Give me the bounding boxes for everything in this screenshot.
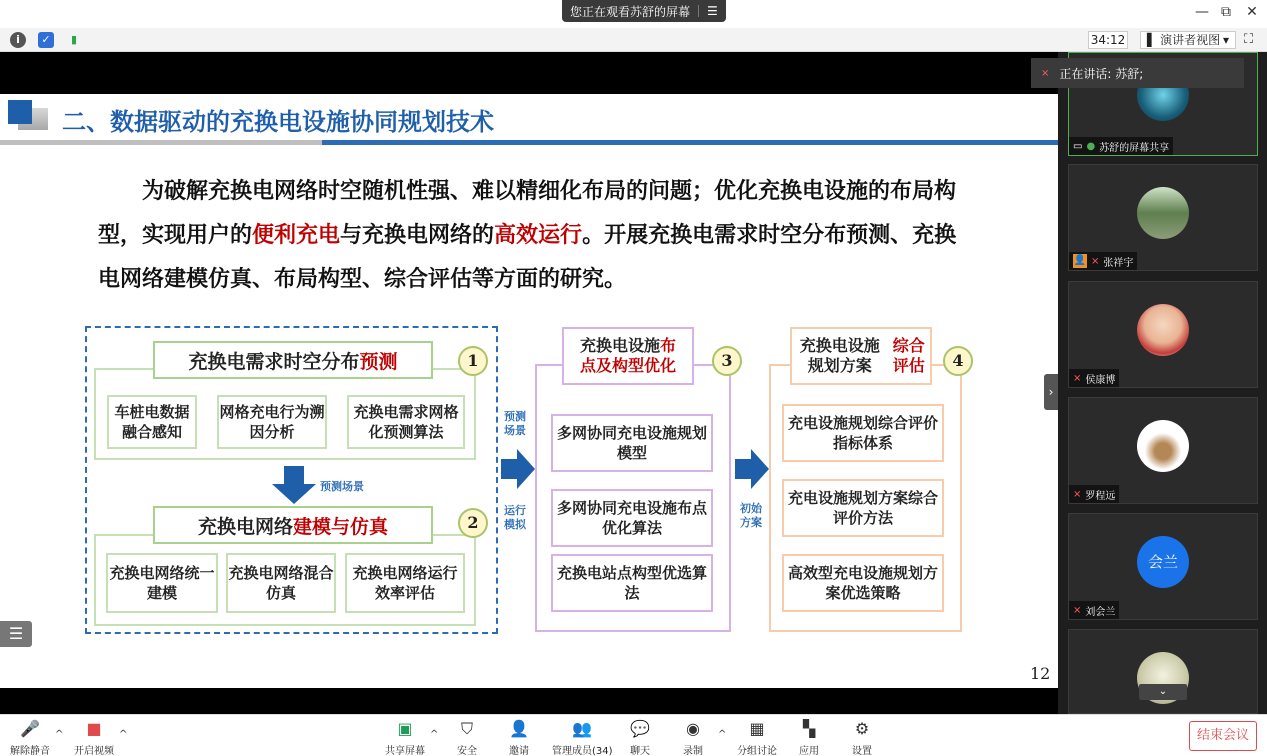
- chat-button[interactable]: [630, 719, 650, 756]
- toolbar-label: 管理成员(34): [552, 746, 613, 756]
- speaking-text: 正在讲话: 苏舒;: [1059, 66, 1144, 81]
- page-number: 12: [1030, 664, 1051, 683]
- avatar: [1137, 420, 1189, 472]
- heading-text: 充换电需求时空分布: [188, 350, 360, 373]
- tile-label: [1069, 485, 1119, 503]
- step-number-badge: 1: [458, 346, 488, 376]
- mic-muted-icon: ⨯: [1091, 255, 1100, 267]
- toolbar-label: 设置: [852, 746, 872, 756]
- chevron-up-icon[interactable]: ^: [718, 729, 727, 740]
- chevron-up-icon[interactable]: ^: [119, 729, 128, 740]
- chevron-down-icon[interactable]: ⌄: [1139, 684, 1187, 700]
- heading-text: 充换电网络: [197, 515, 293, 538]
- participant-tile[interactable]: [1068, 397, 1258, 504]
- avatar: [1137, 304, 1189, 356]
- info-icon[interactable]: i: [10, 32, 26, 48]
- shield-icon[interactable]: ✓: [38, 32, 54, 48]
- settings-button[interactable]: [852, 719, 872, 756]
- para-highlight: 便利充电: [252, 223, 341, 248]
- start-video-button[interactable]: [74, 719, 114, 756]
- block1-item: 网格充电行为溯因分析: [217, 395, 327, 449]
- block4-item: 充电设施规划综合评价指标体系: [782, 404, 944, 462]
- toolbar-label: 安全: [457, 746, 477, 756]
- heading-text: 充换电设施: [579, 336, 660, 355]
- tile-label: [1069, 369, 1119, 387]
- block4-item: 高效型充电设施规划方案优选策略: [782, 554, 944, 612]
- menu-lines-icon[interactable]: ☰: [707, 4, 718, 18]
- link-label: 运行模拟: [504, 504, 526, 531]
- breakout-button[interactable]: [737, 719, 777, 756]
- add-user-icon: 👤: [509, 719, 529, 738]
- tile-label: [1069, 252, 1137, 270]
- toolbar-label: 聊天: [630, 746, 650, 756]
- participants-button[interactable]: [552, 719, 613, 756]
- participant-name: 苏舒的屏幕共享: [1099, 142, 1170, 154]
- chevron-up-icon[interactable]: ^: [430, 729, 439, 740]
- link-label: 预测场景: [504, 410, 526, 437]
- chevron-down-icon: ▾: [1222, 33, 1229, 47]
- block1-item: 充换电需求网格化预测算法: [347, 395, 465, 449]
- chevron-right-icon[interactable]: ›: [1044, 374, 1058, 410]
- mic-muted-icon: ⨯: [1073, 372, 1082, 384]
- window-titlebar: [0, 0, 1267, 28]
- divider: [698, 5, 699, 17]
- mic-muted-icon: 🎤: [20, 719, 40, 738]
- link-label: 初始方案: [740, 502, 762, 529]
- breakout-icon: ▦: [749, 719, 765, 738]
- step-number-badge: 2: [458, 508, 488, 538]
- layout-icon: ▌: [1147, 33, 1157, 47]
- block3-item: 多网协同充电设施规划模型: [551, 414, 713, 472]
- toolbar-label: 应用: [799, 746, 819, 756]
- heading-highlight: 综合评估: [892, 336, 925, 375]
- apps-icon: ▚: [802, 719, 816, 738]
- slide-title: 二、数据驱动的充换电设施协同规划技术: [62, 108, 494, 136]
- toolbar-label: 邀请: [509, 746, 529, 756]
- step-number-badge: 4: [943, 346, 973, 376]
- list-menu-icon[interactable]: ☰: [0, 621, 32, 647]
- participant-tile[interactable]: [1068, 513, 1258, 620]
- video-off-icon: ■: [86, 719, 102, 738]
- block3-item: 多网协同充电设施布点优化算法: [551, 489, 713, 547]
- block2-item: 充换电网络混合仿真: [226, 553, 336, 613]
- speaking-indicator: [1031, 58, 1244, 88]
- toolbar-label: 开启视频: [74, 746, 114, 756]
- share-notice-pill[interactable]: [562, 0, 726, 22]
- fullscreen-icon[interactable]: ⛶: [1244, 32, 1254, 47]
- apps-button[interactable]: [799, 719, 819, 756]
- minimize-button[interactable]: —: [1195, 4, 1209, 20]
- block3-heading: [562, 327, 694, 385]
- heading-text: 充换电设施规划方案: [799, 336, 880, 375]
- record-icon: ◉: [686, 719, 700, 738]
- para-text: 与充换电网络的: [340, 223, 495, 248]
- block1-heading: [153, 341, 433, 379]
- mic-muted-icon: ⨯: [1041, 67, 1050, 79]
- chat-icon: 💬: [630, 719, 650, 738]
- participant-tile[interactable]: [1068, 164, 1258, 271]
- unmute-button[interactable]: [10, 719, 50, 756]
- participant-tile[interactable]: [1068, 629, 1258, 714]
- signal-icon[interactable]: ▮: [70, 33, 78, 46]
- chevron-up-icon[interactable]: ^: [55, 729, 64, 740]
- para-text: 为破解充换电网络时空随机性强、难以精细化布局的问题；优化充换电设施的布局构型，实现用户的: [98, 179, 957, 248]
- invite-button[interactable]: [509, 719, 529, 756]
- slide-paragraph: [98, 170, 968, 302]
- para-highlight: 高效运行: [494, 223, 583, 248]
- meeting-info-bar: [0, 28, 1267, 52]
- para-text: 。开展充换电需求时空分布预测、充换电网络建模仿真、布局构型、综合评估等方面的研究。: [98, 223, 957, 292]
- arrow-down-icon: [272, 466, 316, 504]
- tile-label: [1069, 137, 1173, 155]
- participant-name: 张祥宇: [1103, 257, 1134, 269]
- toolbar-label: 共享屏幕: [385, 746, 425, 756]
- title-underline: [0, 140, 322, 145]
- share-notice-text: 您正在观看苏舒的屏幕: [570, 4, 691, 19]
- participant-name: 刘会兰: [1085, 606, 1116, 618]
- heading-highlight: 预测: [359, 350, 398, 373]
- record-button[interactable]: [683, 719, 703, 756]
- users-icon: 👥: [572, 719, 593, 738]
- arrow-right-icon: [501, 449, 535, 489]
- block1-item: 车桩电数据融合感知: [107, 395, 197, 449]
- user-icon: 👤: [1073, 255, 1087, 266]
- mic-muted-icon: ⨯: [1073, 604, 1082, 616]
- participant-tile[interactable]: [1068, 281, 1258, 388]
- avatar: [1137, 187, 1189, 239]
- share-screen-icon: ▣: [397, 719, 413, 738]
- toolbar-label: 录制: [683, 746, 703, 756]
- block4-heading: [790, 327, 932, 385]
- block2-heading: [153, 506, 433, 544]
- close-button[interactable]: ✕: [1246, 4, 1258, 20]
- heading-highlight: 点及构型优化: [579, 356, 676, 375]
- heading-highlight: 建模与仿真: [293, 515, 389, 538]
- avatar: 会兰: [1137, 536, 1189, 588]
- view-mode-label: 演讲者视图: [1160, 33, 1221, 47]
- step-number-badge: 3: [712, 346, 742, 376]
- slide-logo-shape: [8, 100, 32, 124]
- participant-name: 侯康博: [1085, 374, 1116, 386]
- toolbar-label: 分组讨论: [737, 746, 777, 756]
- block4-item: 充电设施规划方案综合评价方法: [782, 479, 944, 537]
- heading-highlight: 布: [660, 336, 677, 355]
- block2-item: 充换电网络统一建模: [106, 553, 218, 613]
- security-button[interactable]: [457, 719, 477, 756]
- restore-button[interactable]: ⧉: [1221, 4, 1231, 20]
- block3-item: 充换电站点构型优选算法: [551, 554, 713, 612]
- gear-icon: ⚙: [854, 719, 870, 738]
- meeting-toolbar: [0, 714, 1267, 756]
- shared-screen: [0, 52, 1058, 714]
- tile-label: [1069, 601, 1119, 619]
- participant-name: 罗程远: [1085, 490, 1116, 502]
- share-screen-button[interactable]: [385, 719, 425, 756]
- screen-share-icon: ▭: [1073, 140, 1083, 152]
- end-meeting-button[interactable]: 结束会议: [1189, 721, 1257, 751]
- title-underline: [322, 140, 1058, 145]
- toolbar-label: 解除静音: [10, 746, 50, 756]
- shield-icon: ⛉: [460, 719, 473, 738]
- presentation-slide: [0, 94, 1058, 688]
- block2-item: 充换电网络运行效率评估: [345, 553, 465, 613]
- arrow-label: 预测场景: [320, 480, 364, 493]
- view-mode-button[interactable]: [1140, 31, 1236, 49]
- mic-icon: ●: [1086, 140, 1096, 152]
- mic-muted-icon: ⨯: [1073, 488, 1082, 500]
- meeting-timer: 34:12: [1088, 31, 1128, 49]
- arrow-right-icon: [735, 449, 769, 489]
